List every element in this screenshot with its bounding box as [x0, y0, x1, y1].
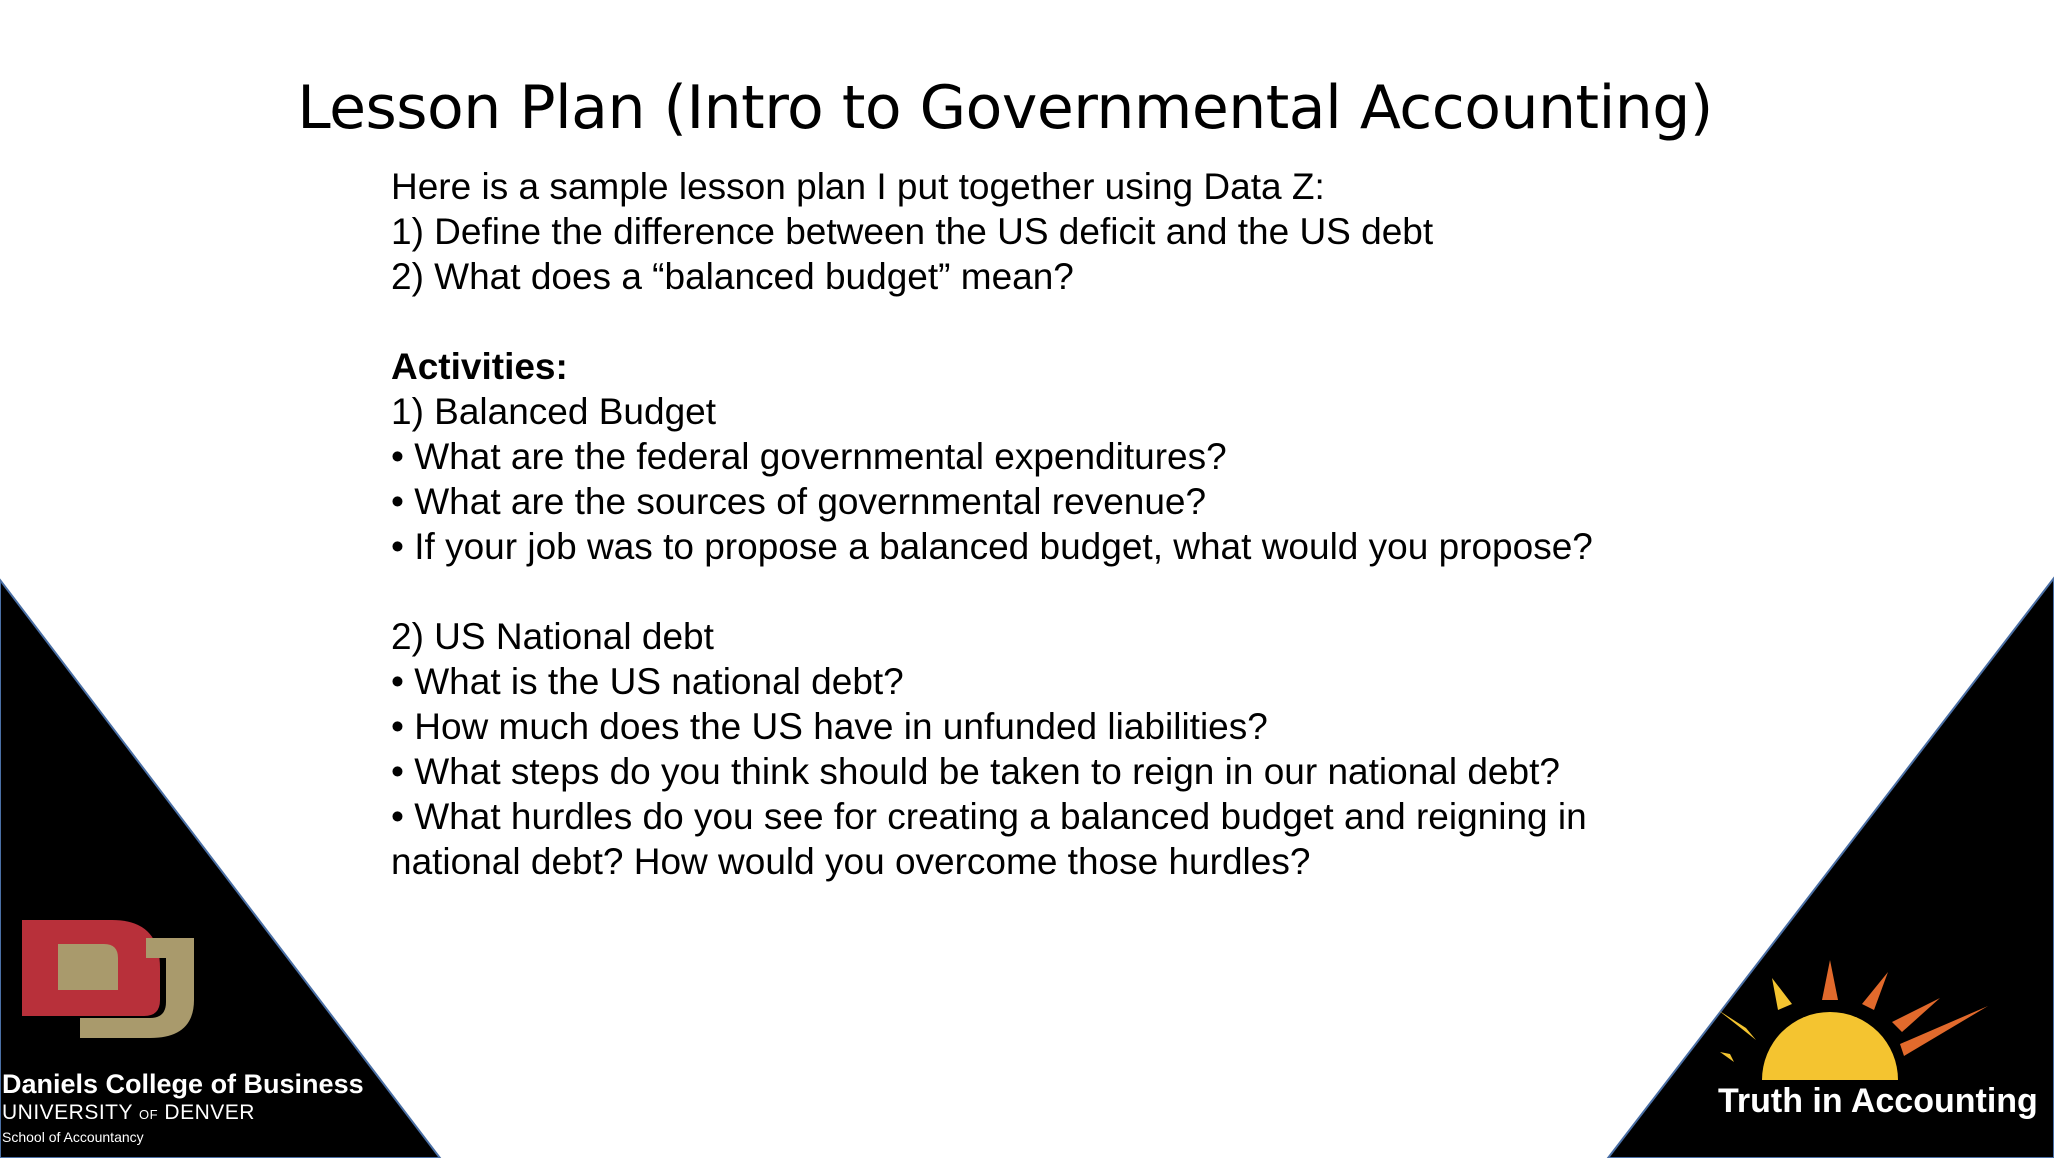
bullet-text: What steps do you think should be taken to reign in our national debt? — [414, 751, 1560, 792]
university-post: DENVER — [164, 1101, 255, 1124]
activity-1-heading: 1) Balanced Budget — [391, 391, 717, 432]
intro-line: Here is a sample lesson plan I put together using Data Z: — [391, 166, 1325, 207]
list-item — [391, 659, 1721, 704]
spacer — [391, 299, 1721, 344]
university-name — [2, 1100, 364, 1128]
bullet-text: If your job was to propose a balanced budget, what would you propose? — [414, 526, 1593, 567]
bullet-icon: • — [391, 661, 404, 702]
bullet-text: What is the US national debt? — [414, 661, 904, 702]
list-item — [391, 479, 1721, 524]
bullet-icon: • — [391, 526, 404, 567]
college-name: Daniels College of Business — [2, 1069, 364, 1099]
lesson-body — [391, 164, 1721, 884]
list-item — [391, 749, 1721, 794]
bullet-icon: • — [391, 706, 404, 747]
bullet-text: What are the sources of governmental revenue? — [414, 481, 1207, 522]
university-of: OF — [139, 1107, 159, 1122]
slide-title: Lesson Plan (Intro to Governmental Accounting) — [297, 73, 1713, 143]
school-name: School of Accountancy — [2, 1129, 144, 1145]
bullet-icon: • — [391, 751, 404, 792]
bullet-text: What are the federal governmental expenditures? — [414, 436, 1227, 477]
activities-heading: Activities: — [391, 346, 568, 387]
bullet-icon: • — [391, 436, 404, 477]
truth-in-accounting-label: Truth in Accounting — [1718, 1082, 2038, 1120]
bullet-icon: • — [391, 481, 404, 522]
bullet-text: How much does the US have in unfunded liabilities? — [414, 706, 1268, 747]
list-item — [391, 794, 1691, 884]
list-item — [391, 434, 1721, 479]
objective-2: 2) What does a “balanced budget” mean? — [391, 256, 1074, 297]
university-pre: UNIVERSITY — [2, 1101, 133, 1124]
spacer — [391, 569, 1721, 614]
bullet-text: What hurdles do you see for creating a balanced budget and reigning in national debt? How would you overcome those hurdles? — [391, 796, 1587, 882]
list-item — [391, 524, 1721, 569]
activity-2-heading: 2) US National debt — [391, 616, 714, 657]
list-item — [391, 704, 1721, 749]
bullet-icon: • — [391, 796, 404, 837]
objective-1: 1) Define the difference between the US deficit and the US debt — [391, 211, 1434, 252]
du-logo-caption — [2, 1068, 364, 1146]
